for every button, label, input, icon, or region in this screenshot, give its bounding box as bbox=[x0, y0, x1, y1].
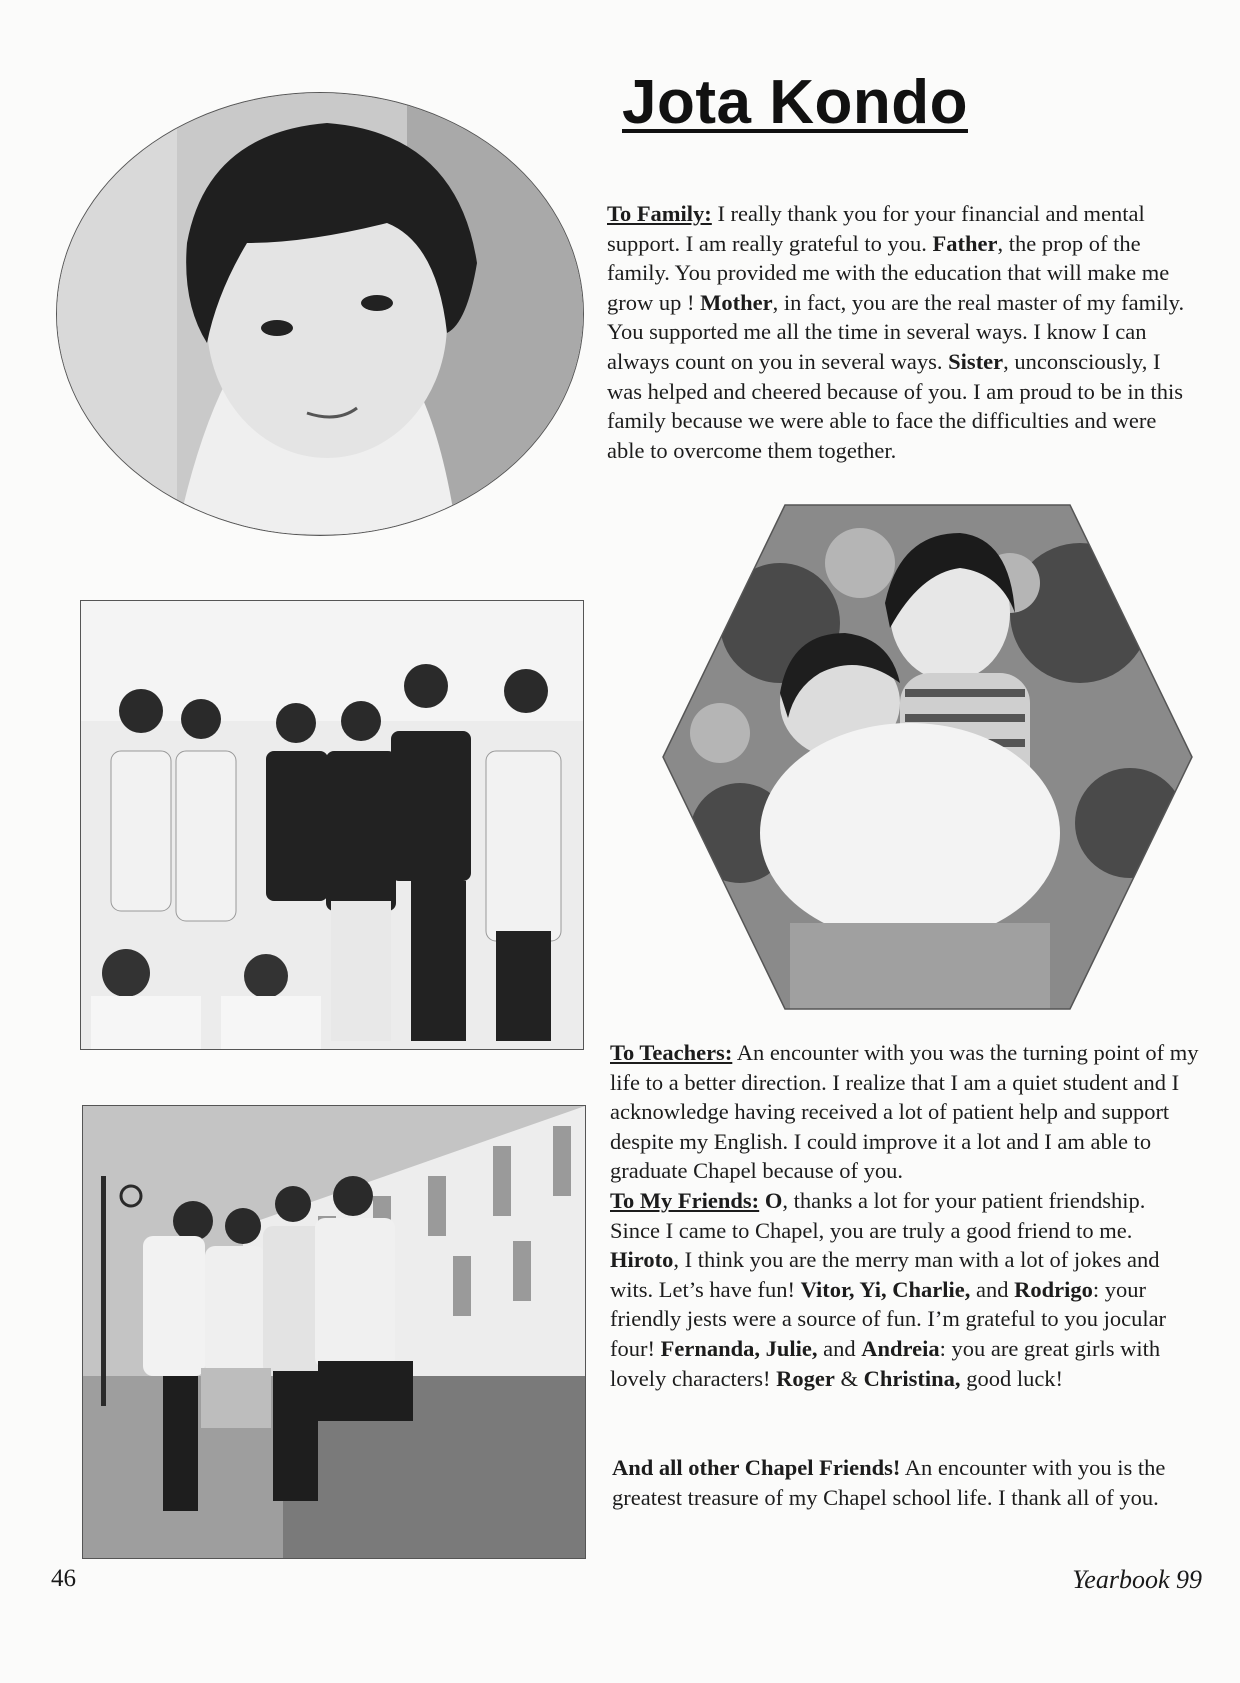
rodrigo-name: Rodrigo bbox=[1014, 1276, 1093, 1302]
mother-text: , in fact, you are the real master of my family. You supported me all the time in several ways. I know I can always count on you in several ways. bbox=[607, 289, 1185, 374]
outdoor-photo bbox=[82, 1105, 586, 1559]
page-title: Jota Kondo bbox=[622, 68, 968, 137]
friends-heading: To My Friends: bbox=[610, 1187, 760, 1213]
andreia-name: Andreia bbox=[861, 1335, 940, 1361]
final-bold: And all other Chapel Friends! bbox=[612, 1455, 901, 1480]
final-text: An encounter with you is the greatest treasure of my Chapel school life. I thank all of you. bbox=[612, 1455, 1166, 1510]
christina-name: Christina, bbox=[863, 1365, 961, 1391]
friends-closing: good luck! bbox=[960, 1365, 1064, 1391]
hiroto-name: Hiroto bbox=[610, 1247, 674, 1273]
final-message bbox=[612, 1453, 1202, 1512]
sister-text: , unconsciously, I was helped and cheered because of you. I am proud to be in this family because we were able to face the difficulties and were able to overcome them together. bbox=[607, 348, 1184, 463]
family-intro: I really thank you for your financial and mental support. I am really grateful to you. bbox=[607, 201, 1145, 256]
girls-names: Fernanda, Julie, bbox=[660, 1335, 818, 1361]
father-name: Father bbox=[932, 230, 998, 256]
four-text: : your friendly jests were a source of fun. I’m grateful to you jocular four! bbox=[610, 1276, 1167, 1361]
family-heading: To Family: bbox=[607, 201, 712, 226]
family-message bbox=[607, 199, 1197, 465]
group-photo bbox=[80, 600, 584, 1050]
o-text: , thanks a lot for your patient friendship. Since I came to Chapel, you are truly a good friend to me. bbox=[610, 1187, 1146, 1243]
childhood-photo bbox=[660, 503, 1196, 1011]
roger-name: Roger bbox=[776, 1365, 835, 1391]
teachers-text: An encounter with you was the turning point of my life to a better direction. I realize that I am a quiet student and I acknowledge having received a lot of patient help and support despite my English. I could improve it a lot and I am able to graduate Chapel because of you. bbox=[610, 1040, 1199, 1184]
sister-name: Sister bbox=[948, 348, 1004, 374]
portrait-photo bbox=[56, 92, 584, 536]
teachers-friends-message bbox=[610, 1038, 1200, 1393]
teachers-heading: To Teachers: bbox=[610, 1040, 733, 1065]
page-number: 46 bbox=[51, 1565, 76, 1592]
girls-text: : you are great girls with lovely characters! bbox=[610, 1335, 1161, 1391]
mother-name: Mother bbox=[700, 289, 773, 315]
o-name: O bbox=[764, 1187, 783, 1213]
four-names: Vitor, Yi, Charlie, bbox=[800, 1276, 971, 1302]
father-text: , the prop of the family. You provided me with the education that will make me grow up ! bbox=[607, 230, 1170, 315]
and-text-2: and bbox=[817, 1335, 862, 1361]
and-text-1: and bbox=[970, 1276, 1015, 1302]
publication-name: Yearbook 99 bbox=[1072, 1565, 1202, 1594]
ampersand: & bbox=[834, 1365, 864, 1391]
hiroto-text: , I think you are the merry man with a lot of jokes and wits. Let’s have fun! bbox=[610, 1247, 1160, 1302]
